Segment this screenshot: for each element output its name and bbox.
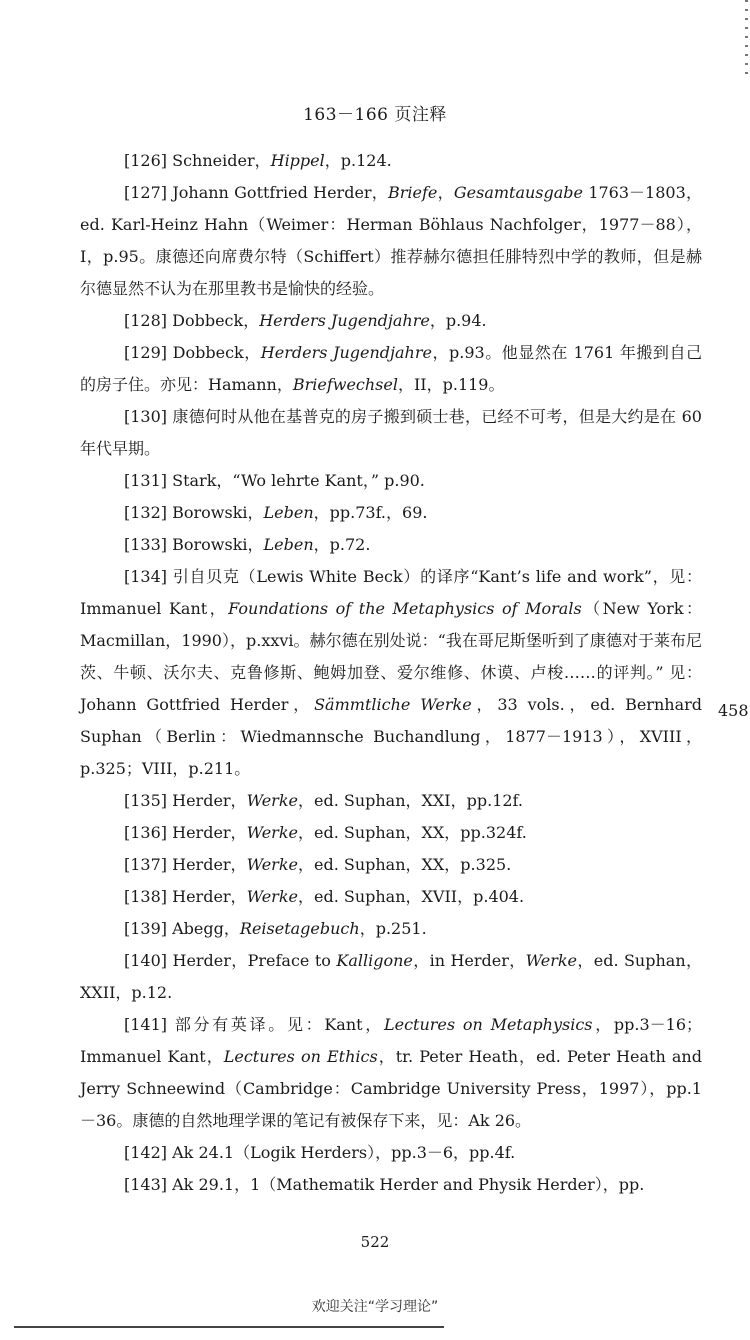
note-number: [140] [124,951,168,970]
note-item [80,1009,702,1137]
note-title-italic: Leben [263,535,314,554]
note-item [80,177,702,305]
note-item [80,529,702,561]
note-text: （New York：Macmillan，1990），p.xxvi。赫尔德在别处说：“我在哥尼斯堡听到了康德对于莱布尼茨、牛顿、沃尔夫、克鲁修斯、鲍姆加登、爱尔维修、休谟、卢梭……的评判。” 见：Johann Gottfried Herder， [80,599,703,714]
note-text: ，ed. Suphan，XVII，p.404. [297,887,525,906]
note-text: ，p.72. [313,535,371,554]
note-title-italic: Lectures on Ethics [223,1047,378,1066]
note-text: ，ed. Suphan，XXII，p.12. [80,951,702,1002]
bottom-rule [14,1326,444,1328]
note-text: Stark，“Wo lehrte Kant，” p.90. [172,471,425,490]
note-title-italic: Kalligone [336,951,413,970]
note-title-italic: Briefwechsel [292,375,398,394]
note-text: Herder， [172,855,247,874]
note-text: ，ed. Suphan，XXI，pp.12f. [297,791,523,810]
note-number: [127] [124,183,168,202]
note-number: [126] [124,151,168,170]
note-title-italic: Briefe [388,183,438,202]
original-page-number: 458 [718,701,749,720]
note-text: 部分有英译。见：Kant， [174,1015,384,1034]
note-item [80,849,702,881]
note-number: [130] [124,407,168,426]
scan-edge-marks [745,0,748,80]
note-text: ，pp.3－16；Immanuel Kant， [80,1015,702,1066]
note-text: Herder， [172,823,247,842]
note-item [80,1137,702,1169]
note-title-italic: Werke [246,855,298,874]
note-text: ，ed. Suphan，XX，p.325. [297,855,512,874]
note-title-italic: Werke [246,823,298,842]
note-text: Schneider， [172,151,271,170]
note-title-italic: Werke [525,951,578,970]
note-number: [133] [124,535,168,554]
note-text: 引自贝克（Lewis White Beck）的译序“Kant’s life and work”，见：Immanuel Kant， [80,567,702,618]
note-item [80,305,702,337]
note-number: [134] [124,567,168,586]
note-item [80,465,702,497]
note-item [80,561,702,785]
note-text: ，p.124. [324,151,392,170]
notes-list [80,145,702,1201]
note-title-italic: Reisetagebuch [239,919,360,938]
note-item [80,881,702,913]
note-text: Borowski， [172,535,264,554]
note-text: Dobbeck， [172,311,260,330]
note-title-italic: Herders Jugendjahre [260,343,432,362]
footer-text: 欢迎关注“学习理论” [311,1299,439,1315]
note-text: Ak 29.1，1（Mathematik Herder and Physik Herder），pp. [172,1175,645,1194]
note-number: [131] [124,471,168,490]
page-title: 163－166 页注释 [303,105,447,125]
note-title-italic: Sämmtliche Werke [314,695,472,714]
note-text: 康德何时从他在基普克的房子搬到硕士巷，已经不可考，但是大约是在 60 年代早期。 [80,407,702,458]
note-text: Abegg， [172,919,240,938]
note-title-italic: Lectures on Metaphysics [383,1015,593,1034]
note-text: 1763－1803，ed. Karl-Heinz Hahn（Weimer：Herman Böhlaus Nachfolger，1977－88），I，p.95。康德还向席费尔特（Schiffert）推荐赫尔德担任腓特烈中学的教师，但是赫尔德显然不认为在那里教书是愉快的经验。 [80,183,702,298]
note-number: [139] [124,919,168,938]
note-title-italic: Hippel [270,151,325,170]
note-number: [143] [124,1175,168,1194]
note-title-italic: Herders Jugendjahre [259,311,430,330]
note-title-italic: Leben [263,503,314,522]
note-text: ，p.251. [359,919,427,938]
note-number: [128] [124,311,168,330]
note-title-italic: Foundations of the Metaphysics of Morals [228,599,582,618]
note-item [80,913,702,945]
note-text: ，II，p.119。 [397,375,505,394]
note-text: Herder， [172,887,247,906]
note-text: Ak 24.1（Logik Herders），pp.3－6，pp.4f. [172,1143,516,1162]
note-title-italic: Gesamtausgabe [453,183,584,202]
note-title-italic: Werke [246,887,298,906]
note-number: [142] [124,1143,168,1162]
note-number: [135] [124,791,168,810]
note-item [80,497,702,529]
note-text: ，pp.73f.，69. [313,503,428,522]
note-item [80,145,702,177]
note-text: Dobbeck， [172,343,261,362]
note-text: ，ed. Suphan，XX，pp.324f. [297,823,527,842]
note-text: ，p.94. [429,311,487,330]
note-text: ，p.93。他显然在 1761 年搬到自己的房子住。亦见：Hamann， [80,343,702,394]
note-item [80,401,702,465]
note-number: [138] [124,887,168,906]
note-text: ，33 vols.，ed. Bernhard Suphan（Berlin：Wiedmannsche Buchandlung，1877－1913），XVIII，p.325；VIII，p.211。 [80,695,702,778]
note-item [80,785,702,817]
note-item [80,337,702,401]
note-number: [129] [124,343,168,362]
note-text: Borowski， [172,503,264,522]
note-number: [137] [124,855,168,874]
note-text: Herder，Preface to [172,951,337,970]
note-number: [132] [124,503,168,522]
note-text: Johann Gottfried Herder， [172,183,389,202]
note-text: Herder， [172,791,247,810]
note-number: [136] [124,823,168,842]
note-title-italic: Werke [246,791,298,810]
note-number: [141] [124,1015,168,1034]
note-item [80,1169,702,1201]
note-text: ，in Herder， [412,951,526,970]
page-number: 522 [360,1233,390,1251]
note-text: ，tr. Peter Heath，ed. Peter Heath and Jerry Schneewind（Cambridge：Cambridge University Press，1997），pp.1－36。康德的自然地理学课的笔记有被保存下来，见：Ak 26。 [80,1047,702,1130]
note-item [80,817,702,849]
note-text: ， [437,183,454,202]
note-item [80,945,702,1009]
